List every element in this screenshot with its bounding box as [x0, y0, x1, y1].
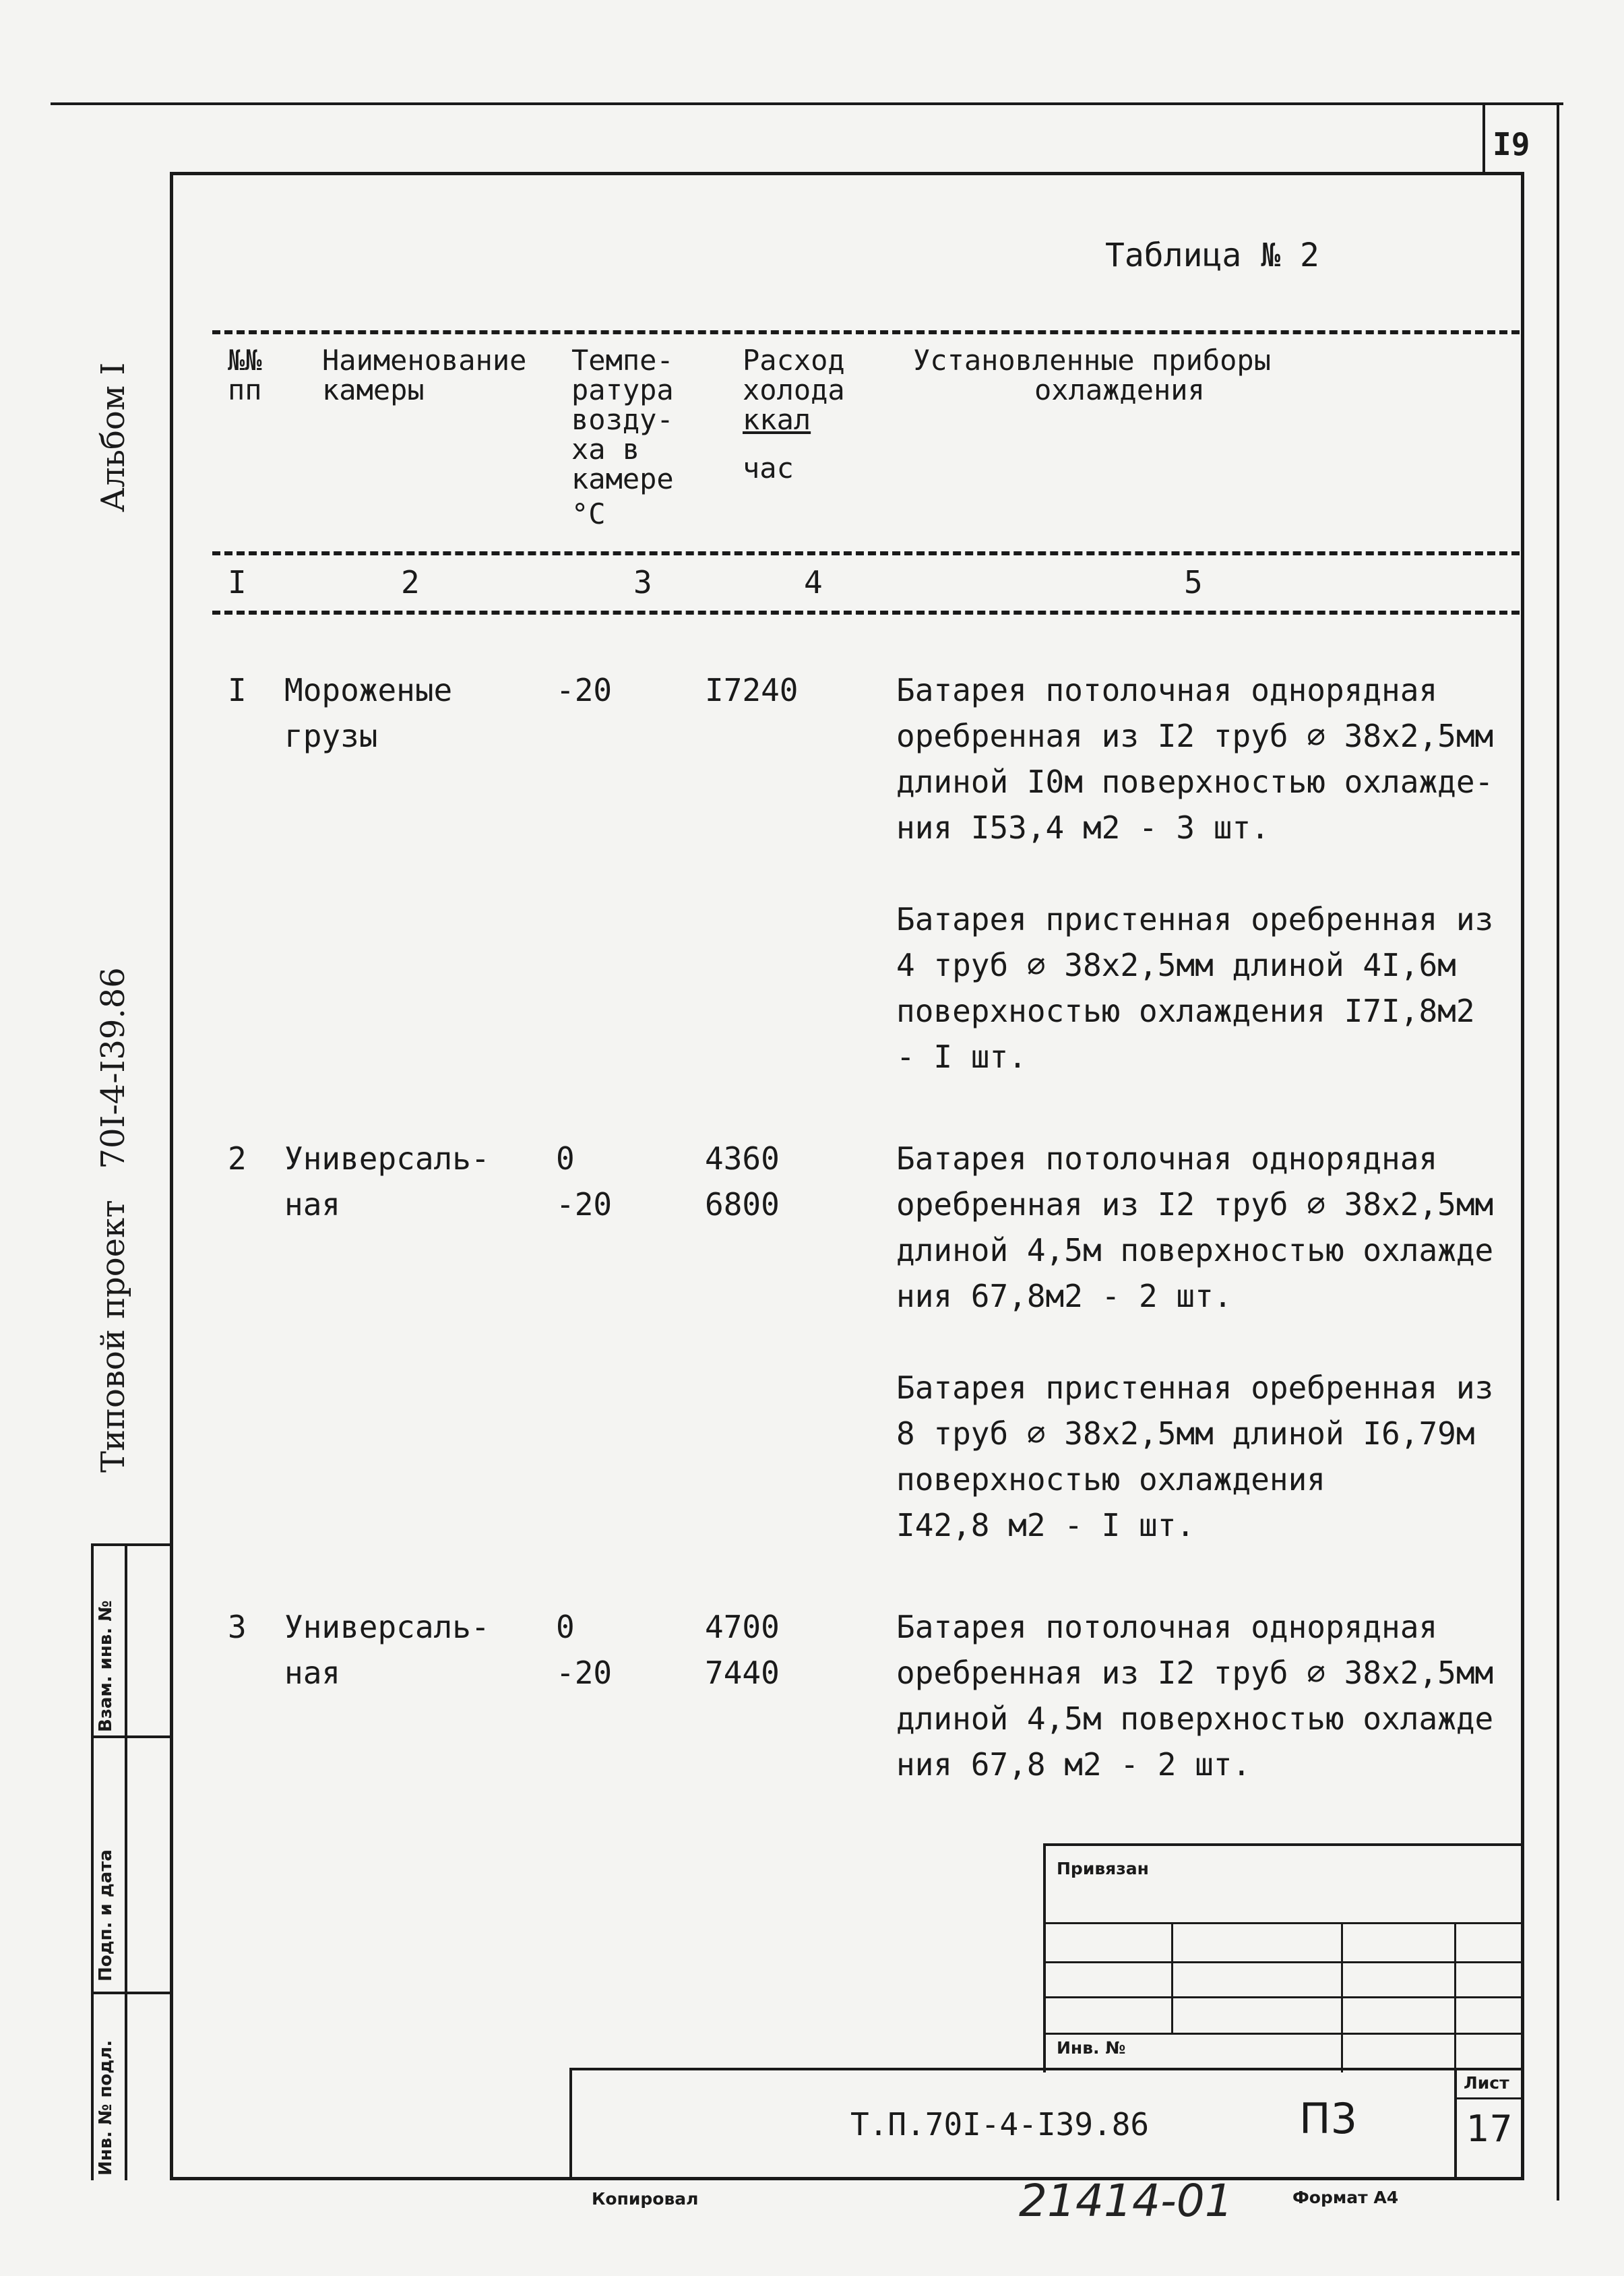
- cold-consumption: 7440: [705, 1655, 780, 1691]
- device-line: Батарея потолочная однорядная: [896, 1140, 1438, 1177]
- col1-header-line: пп: [228, 373, 262, 406]
- privyazan-left: [1043, 1843, 1046, 2072]
- project-label: Типовой проект 70I-4-I39.86: [94, 967, 132, 1473]
- privyazan-col3: [1454, 1922, 1456, 2072]
- vzam-inv-label: Взам. инв. №: [96, 1600, 116, 1732]
- device-line: оребренная из I2 труб ∅ 38x2,5мм: [896, 1186, 1494, 1223]
- side-strip-right: [125, 1543, 127, 2180]
- device-line: Батарея потолочная однорядная: [896, 672, 1438, 708]
- col5-header-line: Установленные приборы: [913, 344, 1272, 377]
- device-line: длиной I0м поверхностью охлажде-: [896, 764, 1494, 800]
- device-line: Батарея пристенная оребренная из: [896, 901, 1494, 937]
- chamber-name: Универсаль-: [284, 1609, 490, 1645]
- col5-header-line: охлаждения: [1034, 373, 1205, 406]
- header-rule-mid: [212, 551, 1520, 555]
- page-number: I9: [1493, 126, 1530, 162]
- air-temperature: -20: [556, 1655, 613, 1691]
- col4-header-line: Расход: [743, 344, 845, 377]
- air-temperature: 0: [556, 1140, 575, 1177]
- header-rule-top: [212, 330, 1520, 334]
- col3-header-line: °C: [571, 497, 606, 530]
- col3-header-line: ратура: [571, 373, 674, 406]
- col2-header-line: Наименование: [322, 344, 527, 377]
- side-strip-div3: [91, 1992, 172, 1994]
- col1-header-line: №№: [228, 344, 262, 377]
- device-line: ния 67,8м2 - 2 шт.: [896, 1278, 1232, 1314]
- air-temperature: -20: [556, 672, 613, 708]
- col-number: 5: [1184, 564, 1203, 601]
- handwritten-number: 21414-01: [1019, 2175, 1233, 2227]
- privyazan-label: Привязан: [1057, 1859, 1149, 1878]
- col-number: 3: [633, 564, 652, 601]
- cold-consumption: 4360: [705, 1140, 780, 1177]
- header-rule-bottom: [212, 611, 1520, 615]
- col-number: 2: [401, 564, 420, 601]
- section-code: П3: [1299, 2094, 1358, 2143]
- format-label: Формат А4: [1292, 2188, 1399, 2207]
- cold-consumption: 6800: [705, 1186, 780, 1223]
- device-line: 4 труб ∅ 38x2,5мм длиной 4I,6м: [896, 947, 1456, 983]
- chamber-name: грузы: [284, 718, 378, 754]
- album-label: Альбом I: [94, 362, 132, 512]
- top-rule: [51, 102, 1563, 105]
- sheet-number: 17: [1466, 2108, 1513, 2150]
- frame-left: [170, 172, 173, 2180]
- col3-header-line: Темпе-: [571, 344, 674, 377]
- col4-header-line: ккал: [743, 403, 811, 436]
- title-block-left: [569, 2068, 572, 2179]
- title-block-top: [569, 2068, 1524, 2070]
- col3-header-line: камере: [571, 462, 674, 495]
- title-block-sheet-label-rule: [1454, 2097, 1524, 2099]
- outer-right-edge: [1557, 104, 1559, 2201]
- cold-consumption: 4700: [705, 1609, 780, 1645]
- table-title: Таблица № 2: [1105, 237, 1319, 274]
- frame-top: [170, 172, 1524, 175]
- device-line: - I шт.: [896, 1039, 1027, 1075]
- cold-consumption: I7240: [705, 672, 799, 708]
- row-number: 3: [228, 1609, 247, 1645]
- col4-header-line: час: [743, 452, 794, 485]
- chamber-name: ная: [284, 1655, 341, 1691]
- inv-podl-label: Инв. № подл.: [96, 2039, 116, 2176]
- air-temperature: -20: [556, 1186, 613, 1223]
- device-line: поверхностью охлаждения: [896, 1461, 1325, 1498]
- chamber-name: ная: [284, 1186, 341, 1223]
- side-strip-left: [91, 1543, 94, 2180]
- row-number: 2: [228, 1140, 247, 1177]
- kopiroval-label: Копировал: [592, 2189, 699, 2209]
- col-number: 4: [804, 564, 823, 601]
- device-line: 8 труб ∅ 38x2,5мм длиной I6,79м: [896, 1415, 1475, 1452]
- chamber-name: Мороженые: [284, 672, 453, 708]
- page-number-box-left: [1482, 104, 1485, 175]
- chamber-name: Универсаль-: [284, 1140, 490, 1177]
- doc-code: Т.П.70I-4-I39.86: [850, 2106, 1150, 2143]
- privyazan-top: [1043, 1843, 1524, 1846]
- device-line: Батарея пристенная оребренная из: [896, 1370, 1494, 1406]
- device-line: ния I53,4 м2 - 3 шт.: [896, 809, 1270, 846]
- col3-header-line: ха в: [571, 433, 640, 466]
- frame-right: [1521, 172, 1524, 2180]
- device-line: ния 67,8 м2 - 2 шт.: [896, 1746, 1251, 1783]
- side-strip-div1: [91, 1543, 172, 1546]
- col4-header-line: холода: [743, 373, 845, 406]
- device-line: поверхностью охлаждения I7I,8м2: [896, 993, 1475, 1029]
- title-block-sheet-divider: [1454, 2068, 1457, 2179]
- col3-header-line: возду-: [571, 403, 674, 436]
- row-number: I: [228, 672, 247, 708]
- privyazan-row3: [1043, 1996, 1524, 1998]
- list-label: Лист: [1464, 2073, 1509, 2093]
- col2-header-line: камеры: [322, 373, 425, 406]
- device-line: оребренная из I2 труб ∅ 38x2,5мм: [896, 718, 1494, 754]
- device-line: Батарея потолочная однорядная: [896, 1609, 1438, 1645]
- privyazan-col2: [1341, 1922, 1343, 2072]
- col-number: I: [228, 564, 247, 601]
- privyazan-col1: [1171, 1922, 1173, 2033]
- side-strip-div2: [91, 1735, 172, 1738]
- inv-no-label: Инв. №: [1057, 2038, 1126, 2058]
- device-line: длиной 4,5м поверхностью охлажде: [896, 1700, 1494, 1737]
- air-temperature: 0: [556, 1609, 575, 1645]
- privyazan-row1: [1043, 1922, 1524, 1924]
- privyazan-row4: [1043, 2033, 1524, 2035]
- device-line: оребренная из I2 труб ∅ 38x2,5мм: [896, 1655, 1494, 1691]
- device-line: I42,8 м2 - I шт.: [896, 1507, 1195, 1543]
- device-line: длиной 4,5м поверхностью охлажде: [896, 1232, 1494, 1268]
- frame-bottom: [170, 2177, 1524, 2180]
- privyazan-row2: [1043, 1961, 1524, 1963]
- podp-data-label: Подп. и дата: [96, 1849, 116, 1981]
